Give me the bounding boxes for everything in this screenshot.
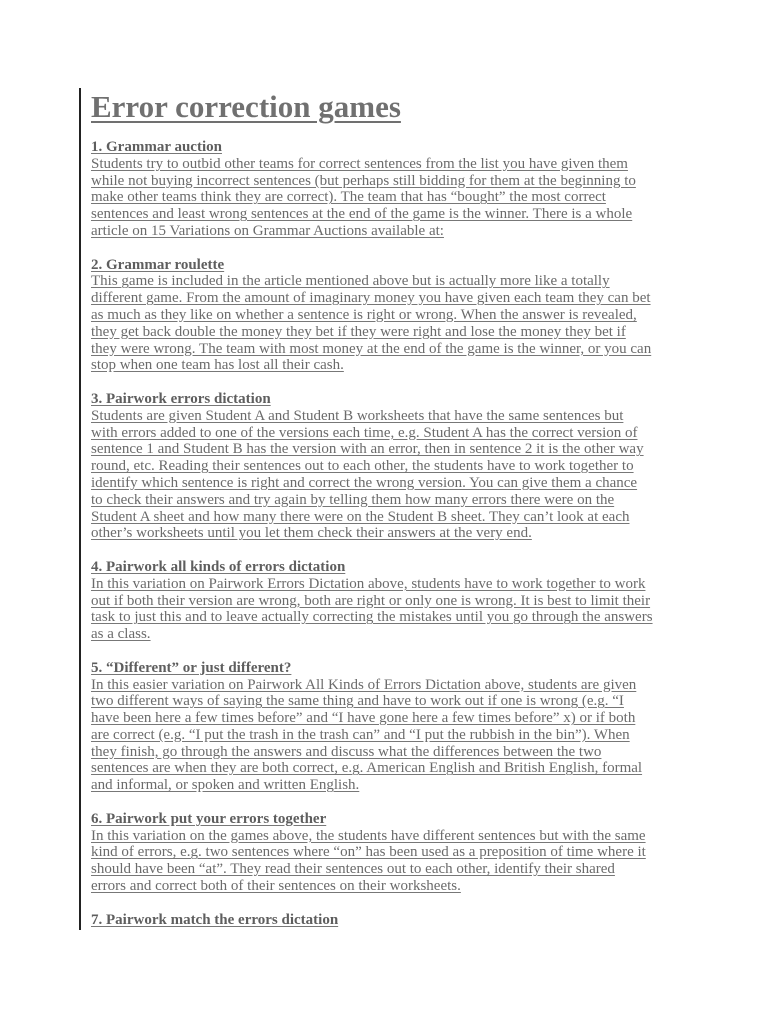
body-line: sentences and least wrong sentences at the end of the game is the winner. There is a whole (91, 206, 633, 223)
body-line: they finish, go through the answers and discuss what the differences between the two (91, 743, 602, 760)
body-line: In this easier variation on Pairwork All Kinds of Errors Dictation above, students are given (91, 676, 637, 693)
body-line: In this variation on the games above, the students have different sentences but with the same (91, 827, 646, 844)
body-line: This game is included in the article mentioned above but is actually more like a totally (91, 273, 610, 290)
body-line: other’s worksheets until you let them check their answers at the very end. (91, 525, 532, 542)
section-heading: 2. Grammar roulette (91, 256, 225, 273)
body-line: should have been “at”. They read their sentences out to each other, identify their shared (91, 861, 615, 878)
body-line: as a class. (91, 626, 151, 643)
body-line: sentence 1 and Student B has the version with an error, then in sentence 2 it is the other way (91, 441, 644, 458)
body-line: article on 15 Variations on Grammar Auctions available at: (91, 222, 444, 239)
body-line: task to just this and to leave actually correcting the mistakes until you go through the answers (91, 609, 653, 626)
body-line: have been here a few times before” and “I have gone here a few times before” x) or if both (91, 710, 636, 727)
body-line: to check their answers and try again by telling them how many errors there were on the (91, 491, 615, 508)
body-line: stop when one team has lost all their cash. (91, 357, 344, 374)
section (91, 391, 751, 542)
section-heading: 6. Pairwork put your errors together (91, 810, 327, 827)
page-title: Error correction games (91, 89, 401, 124)
body-line: out if both their version are wrong, both are right or only one is wrong. It is best to limit their (91, 592, 651, 609)
body-line: and informal, or spoken and written English. (91, 777, 360, 794)
body-line: different game. From the amount of imaginary money you have given each team they can bet (91, 290, 651, 307)
body-line: with errors added to one of the versions each time, e.g. Student A has the correct version of (91, 424, 638, 441)
body-line: make other teams think they are correct). The team that has “bought” the most correct (91, 189, 606, 206)
section (91, 811, 751, 895)
margin-rule (79, 88, 81, 930)
body-line: are correct (e.g. “I put the trash in the trash can” and “I put the rubbish in the bin”). When (91, 726, 630, 743)
section-heading: 4. Pairwork all kinds of errors dictation (91, 558, 346, 575)
section (91, 559, 751, 643)
section-heading: 1. Grammar auction (91, 139, 222, 155)
section (91, 139, 751, 240)
section-heading: 7. Pairwork match the errors dictation (91, 911, 339, 928)
body-line: they get back double the money they bet if they were right and lose the money they bet if (91, 323, 626, 340)
document-page (91, 88, 751, 945)
body-line: Student A sheet and how many there were on the Student B sheet. They can’t look at each (91, 508, 630, 525)
body-line: errors and correct both of their sentences on their worksheets. (91, 878, 461, 895)
section-heading: 3. Pairwork errors dictation (91, 390, 271, 407)
sections (91, 139, 751, 928)
body-line: as much as they like on whether a sentence is right or wrong. When the answer is revealed, (91, 306, 637, 323)
body-line: kind of errors, e.g. two sentences where “on” has been used as a preposition of time where it (91, 844, 646, 861)
body-line: In this variation on Pairwork Errors Dictation above, students have to work together to work (91, 575, 646, 592)
section-heading: 5. “Different” or just different? (91, 659, 292, 676)
section (91, 257, 751, 375)
body-line: they were wrong. The team with most money at the end of the game is the winner, or you can (91, 340, 652, 357)
body-line: identify which sentence is right and correct the wrong version. You can give them a chance (91, 474, 638, 491)
body-line: Students try to outbid other teams for correct sentences from the list you have given them (91, 155, 628, 172)
body-line: round, etc. Reading their sentences out to each other, the students have to work together to (91, 458, 634, 475)
body-line: Students are given Student A and Student B worksheets that have the same sentences but (91, 407, 624, 424)
section (91, 912, 751, 929)
body-line: sentences are when they are both correct, e.g. American English and British English, formal (91, 760, 643, 777)
body-line: two different ways of saying the same thing and have to work out if one is wrong (e.g. “I (91, 693, 624, 710)
section (91, 660, 751, 794)
body-line: while not buying incorrect sentences (but perhaps still bidding for them at the beginning to (91, 172, 636, 189)
